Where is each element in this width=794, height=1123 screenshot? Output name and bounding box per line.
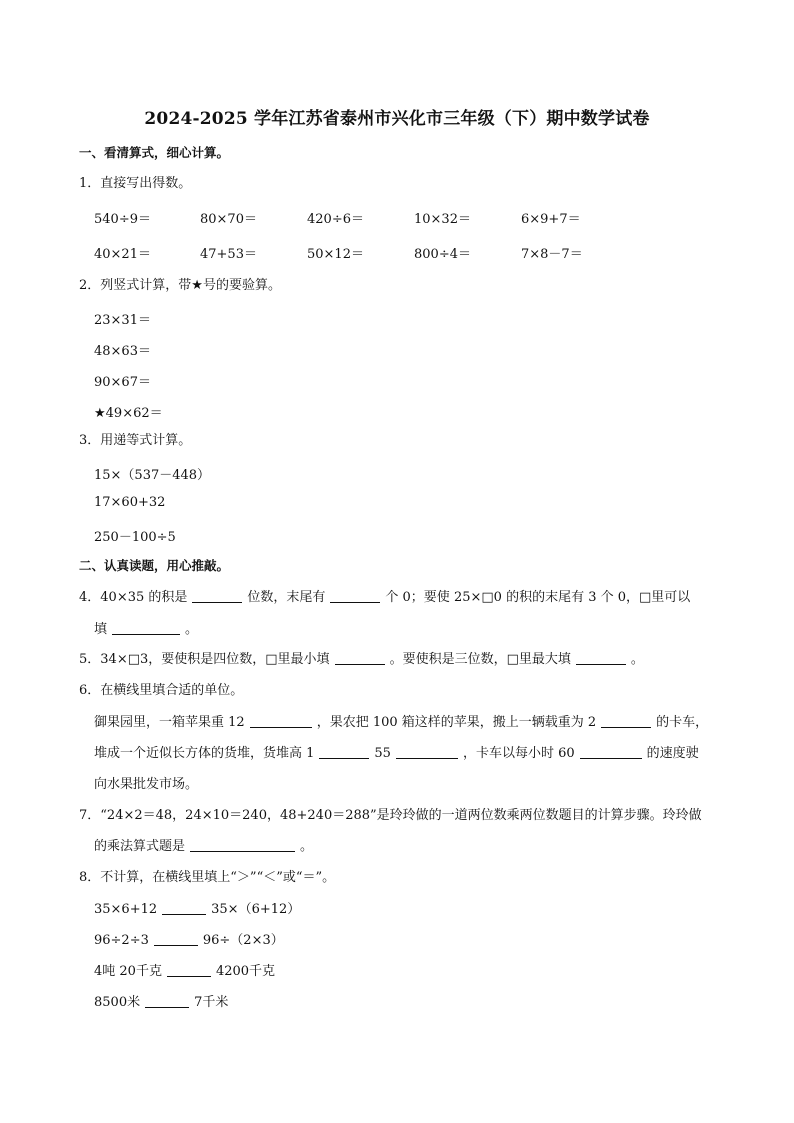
- question-number: 4．: [79, 590, 101, 605]
- answer-blank[interactable]: [576, 651, 626, 665]
- answer-blank[interactable]: [580, 745, 642, 759]
- question-2: [79, 277, 281, 295]
- answer-blank[interactable]: [396, 745, 458, 759]
- calc-item: 10×32＝: [414, 212, 471, 227]
- question-text: 个 0；要使 25×□0 的积的末尾有 3 个 0，□里可以: [385, 590, 691, 605]
- calc-item: 420÷6＝: [307, 212, 364, 227]
- question-8: [79, 869, 335, 887]
- question-text: 号的要验算。: [202, 278, 281, 293]
- question-text: “24×2＝48，24×10＝240，48+240＝288”是玲玲做的一道两位数乘两位数题目的计算步骤。玲玲做: [100, 808, 702, 823]
- compare-right: 96÷（2×3）: [202, 933, 284, 948]
- compare-left: 4吨 20千克: [94, 964, 162, 979]
- question-6-line-3: 向水果批发市场。: [94, 777, 199, 792]
- question-6-line-1: [94, 714, 708, 732]
- section-2-heading: 二、认真读题，用心推敲。: [79, 558, 230, 573]
- compare-left: 35×6+12: [94, 902, 158, 917]
- answer-blank[interactable]: [190, 838, 295, 852]
- question-6-line-2: [94, 745, 699, 763]
- question-text: 位数，末尾有: [247, 590, 326, 605]
- compare-item: [94, 963, 275, 981]
- question-text: 直接写出得数。: [100, 176, 192, 191]
- vertical-calc-item: 90×67＝: [94, 375, 151, 390]
- question-number: 1．: [79, 176, 101, 191]
- compare-left: 96÷2÷3: [94, 933, 149, 948]
- answer-blank[interactable]: [192, 589, 242, 603]
- page-title: 2024-2025 学年江苏省泰州市兴化市三年级（下）期中数学试卷: [144, 109, 650, 129]
- question-text: ，卡车以每小时 60: [462, 746, 575, 761]
- question-7-continued: [94, 838, 313, 856]
- compare-left: 8500米: [94, 995, 141, 1010]
- question-text: 55: [374, 746, 391, 761]
- answer-blank[interactable]: [154, 932, 198, 946]
- question-4: [79, 589, 690, 607]
- question-number: 8．: [79, 870, 101, 885]
- question-1: [79, 175, 191, 193]
- compare-right: 7千米: [194, 995, 229, 1010]
- calc-item: 540÷9＝: [94, 212, 151, 227]
- question-text: 在横线里填合适的单位。: [100, 683, 244, 698]
- vertical-calc-item: 48×63＝: [94, 344, 151, 359]
- calc-item: 80×70＝: [200, 212, 257, 227]
- question-text: 的乘法算式题是: [94, 839, 186, 854]
- question-text: 的速度驶: [646, 746, 699, 761]
- compare-item: [94, 901, 300, 919]
- question-text: 。: [630, 652, 644, 667]
- question-text: 34×□3，要使积是四位数，□里最小填: [100, 652, 330, 667]
- answer-blank[interactable]: [167, 963, 211, 977]
- answer-blank[interactable]: [601, 714, 651, 728]
- vertical-calc-item: 23×31＝: [94, 313, 151, 328]
- question-number: 3．: [79, 433, 101, 448]
- section-1-heading: 一、看清算式，细心计算。: [79, 145, 230, 160]
- vertical-calc-item: ★49×62＝: [94, 406, 163, 421]
- answer-blank[interactable]: [145, 994, 189, 1008]
- question-3: [79, 432, 191, 450]
- answer-blank[interactable]: [162, 901, 206, 915]
- answer-blank[interactable]: [319, 745, 369, 759]
- question-text: 。: [300, 839, 314, 854]
- answer-blank[interactable]: [250, 714, 312, 728]
- question-text: 不计算，在横线里填上“＞”“＜”或“＝”。: [100, 870, 336, 885]
- question-number: 2．: [79, 278, 101, 293]
- question-7: [79, 807, 702, 825]
- answer-blank[interactable]: [112, 621, 180, 635]
- question-text: 。要使积是三位数，□里最大填: [389, 652, 571, 667]
- question-text: 堆成一个近似长方体的货堆，货堆高 1: [94, 746, 315, 761]
- question-4-continued: [94, 621, 198, 639]
- stepwise-calc-item: 250－100÷5: [94, 530, 176, 545]
- question-text: 用递等式计算。: [100, 433, 192, 448]
- answer-blank[interactable]: [335, 651, 385, 665]
- stepwise-calc-item: 15×（537－448）: [94, 468, 211, 483]
- question-5: [79, 651, 644, 669]
- calc-item: 6×9+7＝: [521, 212, 581, 227]
- star-icon: ★: [191, 278, 203, 293]
- compare-right: 35×（6+12）: [211, 902, 301, 917]
- question-number: 6．: [79, 683, 101, 698]
- answer-blank[interactable]: [330, 589, 380, 603]
- question-text: 40×35 的积是: [100, 590, 188, 605]
- question-number: 7．: [79, 808, 101, 823]
- calc-item: 40×21＝: [94, 247, 151, 262]
- question-text: 御果园里，一箱苹果重 12: [94, 715, 245, 730]
- calc-item: 7×8－7＝: [521, 247, 583, 262]
- question-6: [79, 682, 243, 700]
- calc-item: 47+53＝: [200, 247, 257, 262]
- question-text: 的卡车，: [656, 715, 709, 730]
- question-number: 5．: [79, 652, 101, 667]
- question-text: 列竖式计算，带: [100, 278, 192, 293]
- question-text: ，果农把 100 箱这样的苹果，搬上一辆载重为 2: [316, 715, 597, 730]
- calc-item: 50×12＝: [307, 247, 364, 262]
- compare-right: 4200千克: [215, 964, 276, 979]
- question-text: 填: [94, 622, 108, 637]
- stepwise-calc-item: 17×60+32: [94, 495, 166, 510]
- question-text: 。: [185, 622, 199, 637]
- compare-item: [94, 932, 284, 950]
- compare-item: [94, 994, 228, 1012]
- calc-item: 800÷4＝: [414, 247, 471, 262]
